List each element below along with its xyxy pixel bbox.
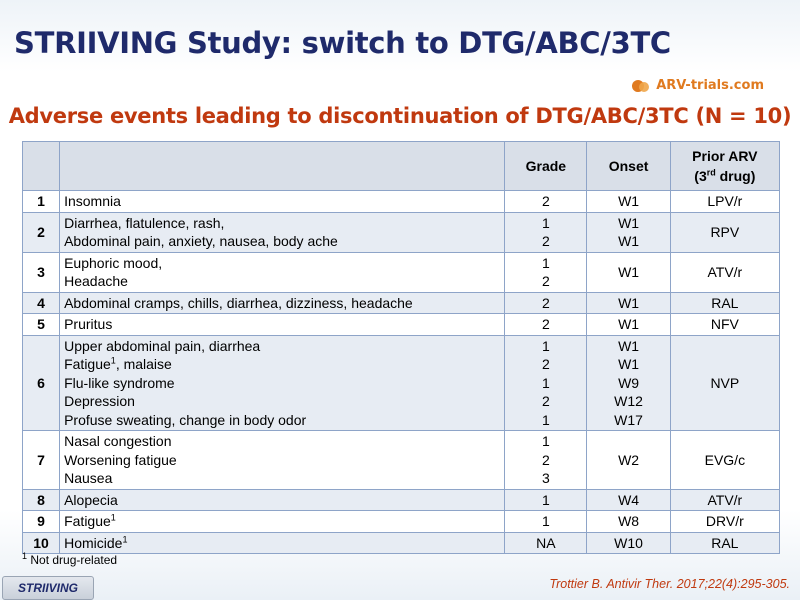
row-number: 9 [23, 511, 60, 533]
table-row [23, 431, 780, 490]
event-line: Insomnia [64, 193, 121, 209]
row-number: 6 [23, 335, 60, 431]
row-prior-arv: LPV/r [670, 191, 779, 213]
event-line [64, 355, 500, 374]
row-onset [587, 252, 670, 292]
footnote-text: Not drug-related [27, 553, 118, 567]
reference-citation: Trottier B. Antivir Ther. 2017;22(4):295-305. [549, 577, 790, 591]
row-onset [587, 511, 670, 533]
slide-title: STRIIVING Study: switch to DTG/ABC/3TC [14, 26, 671, 60]
event-text: Fatigue [64, 356, 111, 372]
onset-value: W1 [618, 294, 640, 311]
row-number: 2 [23, 212, 60, 252]
grade-value: 1 [541, 254, 550, 271]
adverse-events-table [22, 141, 780, 554]
slide-subtitle: Adverse events leading to discontinuation of DTG/ABC/3TC (N = 10) [8, 104, 792, 128]
row-onset [587, 431, 670, 490]
event-line: Abdominal pain, anxiety, nausea, body ache [64, 233, 338, 249]
row-number: 1 [23, 191, 60, 213]
row-events [60, 191, 505, 213]
row-grade [505, 252, 587, 292]
row-grade [505, 292, 587, 314]
row-number: 7 [23, 431, 60, 490]
grade-value: 3 [541, 470, 550, 486]
event-line: Pruritus [64, 316, 113, 332]
grade-value: 2 [541, 316, 550, 332]
event-line: Worsening fatigue [64, 451, 177, 468]
row-number: 5 [23, 314, 60, 336]
table-row [23, 489, 780, 511]
header-events [60, 142, 505, 191]
row-events [60, 489, 505, 511]
arv-trials-logo [632, 78, 764, 93]
grade-value: 1 [541, 491, 550, 508]
onset-value: W1 [618, 233, 640, 249]
row-onset [587, 191, 670, 213]
header-prior-arv [670, 142, 779, 191]
row-events [60, 335, 505, 431]
row-prior-arv: ATV/r [670, 489, 779, 511]
grade-value: 2 [541, 294, 550, 311]
grade-value: 1 [541, 411, 550, 428]
onset-value: W1 [618, 316, 640, 332]
row-events [60, 314, 505, 336]
grade-value: NA [536, 534, 556, 551]
onset-value: W9 [618, 374, 640, 391]
onset-value: W1 [618, 337, 640, 354]
event-text: , malaise [115, 356, 172, 372]
row-prior-arv: EVG/c [670, 431, 779, 490]
event-line: Upper abdominal pain, diarrhea [64, 337, 261, 354]
event-line: Nasal congestion [64, 433, 172, 449]
table-row [23, 212, 780, 252]
event-line: Headache [64, 273, 128, 289]
row-prior-arv: DRV/r [670, 511, 779, 533]
row-onset [587, 212, 670, 252]
row-grade [505, 335, 587, 431]
row-events [60, 532, 505, 554]
row-onset [587, 489, 670, 511]
grade-value: 1 [541, 337, 550, 354]
row-grade [505, 212, 587, 252]
event-line: Flu-like syndrome [64, 374, 175, 391]
row-events [60, 212, 505, 252]
event-line: Alopecia [64, 491, 118, 508]
header-prior-close: drug) [715, 168, 756, 184]
header-onset: Onset [587, 142, 670, 191]
table-row [23, 191, 780, 213]
row-grade [505, 511, 587, 533]
table-row [23, 511, 780, 533]
grade-value: 1 [541, 374, 550, 391]
onset-value: W12 [614, 393, 643, 409]
grade-value: 1 [541, 433, 550, 449]
header-number [23, 142, 60, 191]
footnote-marker: 1 [110, 355, 116, 366]
header-prior-arv-line1: Prior ARV [692, 148, 758, 164]
row-prior-arv: RAL [670, 292, 779, 314]
onset-value: W1 [618, 214, 640, 231]
row-events [60, 292, 505, 314]
onset-value: W2 [618, 451, 640, 468]
event-line: Abdominal cramps, chills, diarrhea, dizziness, headache [64, 294, 413, 311]
footnote-marker: 1 [110, 512, 116, 523]
table-row [23, 532, 780, 554]
table-row [23, 314, 780, 336]
grade-value: 2 [541, 356, 550, 372]
footnote [22, 553, 117, 567]
grade-value: 1 [541, 214, 550, 231]
table-header-row [23, 142, 780, 191]
grade-value: 1 [541, 513, 550, 529]
row-grade [505, 314, 587, 336]
row-prior-arv: NVP [670, 335, 779, 431]
study-badge: STRIIVING [2, 576, 94, 600]
event-text: Fatigue [64, 513, 111, 529]
row-prior-arv: RPV [670, 212, 779, 252]
footnote-marker: 1 [122, 533, 128, 544]
onset-value: W8 [618, 513, 640, 529]
event-line [64, 534, 500, 553]
row-onset [587, 292, 670, 314]
row-number: 8 [23, 489, 60, 511]
footnote-sup: 1 [22, 551, 28, 561]
event-line [64, 512, 500, 531]
table-row [23, 292, 780, 314]
logo-mark-icon [632, 79, 654, 93]
row-number: 10 [23, 532, 60, 554]
row-number: 4 [23, 292, 60, 314]
event-line: Profuse sweating, change in body odor [64, 411, 307, 428]
table-row [23, 335, 780, 431]
row-grade [505, 431, 587, 490]
onset-value: W17 [614, 411, 643, 428]
row-prior-arv: RAL [670, 532, 779, 554]
onset-value: W1 [618, 193, 640, 209]
header-grade: Grade [505, 142, 587, 191]
row-events [60, 431, 505, 490]
row-events [60, 252, 505, 292]
header-prior-sup: rd [706, 167, 716, 178]
event-text: Homicide [64, 534, 123, 551]
grade-value: 2 [541, 451, 550, 468]
row-onset [587, 314, 670, 336]
onset-value: W1 [618, 356, 640, 372]
table-row [23, 252, 780, 292]
event-line: Nausea [64, 470, 113, 486]
event-line: Diarrhea, flatulence, rash, [64, 214, 225, 231]
row-prior-arv: ATV/r [670, 252, 779, 292]
row-grade [505, 191, 587, 213]
row-grade [505, 532, 587, 554]
onset-value: W1 [618, 263, 640, 280]
row-onset [587, 532, 670, 554]
onset-value: W4 [618, 491, 640, 508]
row-grade [505, 489, 587, 511]
header-prior-open: (3 [694, 168, 707, 184]
row-events [60, 511, 505, 533]
event-line: Depression [64, 393, 135, 409]
grade-value: 2 [541, 393, 550, 409]
row-onset [587, 335, 670, 431]
grade-value: 2 [541, 193, 550, 209]
row-prior-arv: NFV [670, 314, 779, 336]
header-prior-arv-line2 [675, 166, 775, 186]
logo-text: ARV-trials.com [656, 78, 764, 93]
event-line: Euphoric mood, [64, 254, 163, 271]
row-number: 3 [23, 252, 60, 292]
grade-value: 2 [541, 233, 550, 249]
grade-value: 2 [541, 273, 550, 289]
onset-value: W10 [614, 534, 643, 551]
